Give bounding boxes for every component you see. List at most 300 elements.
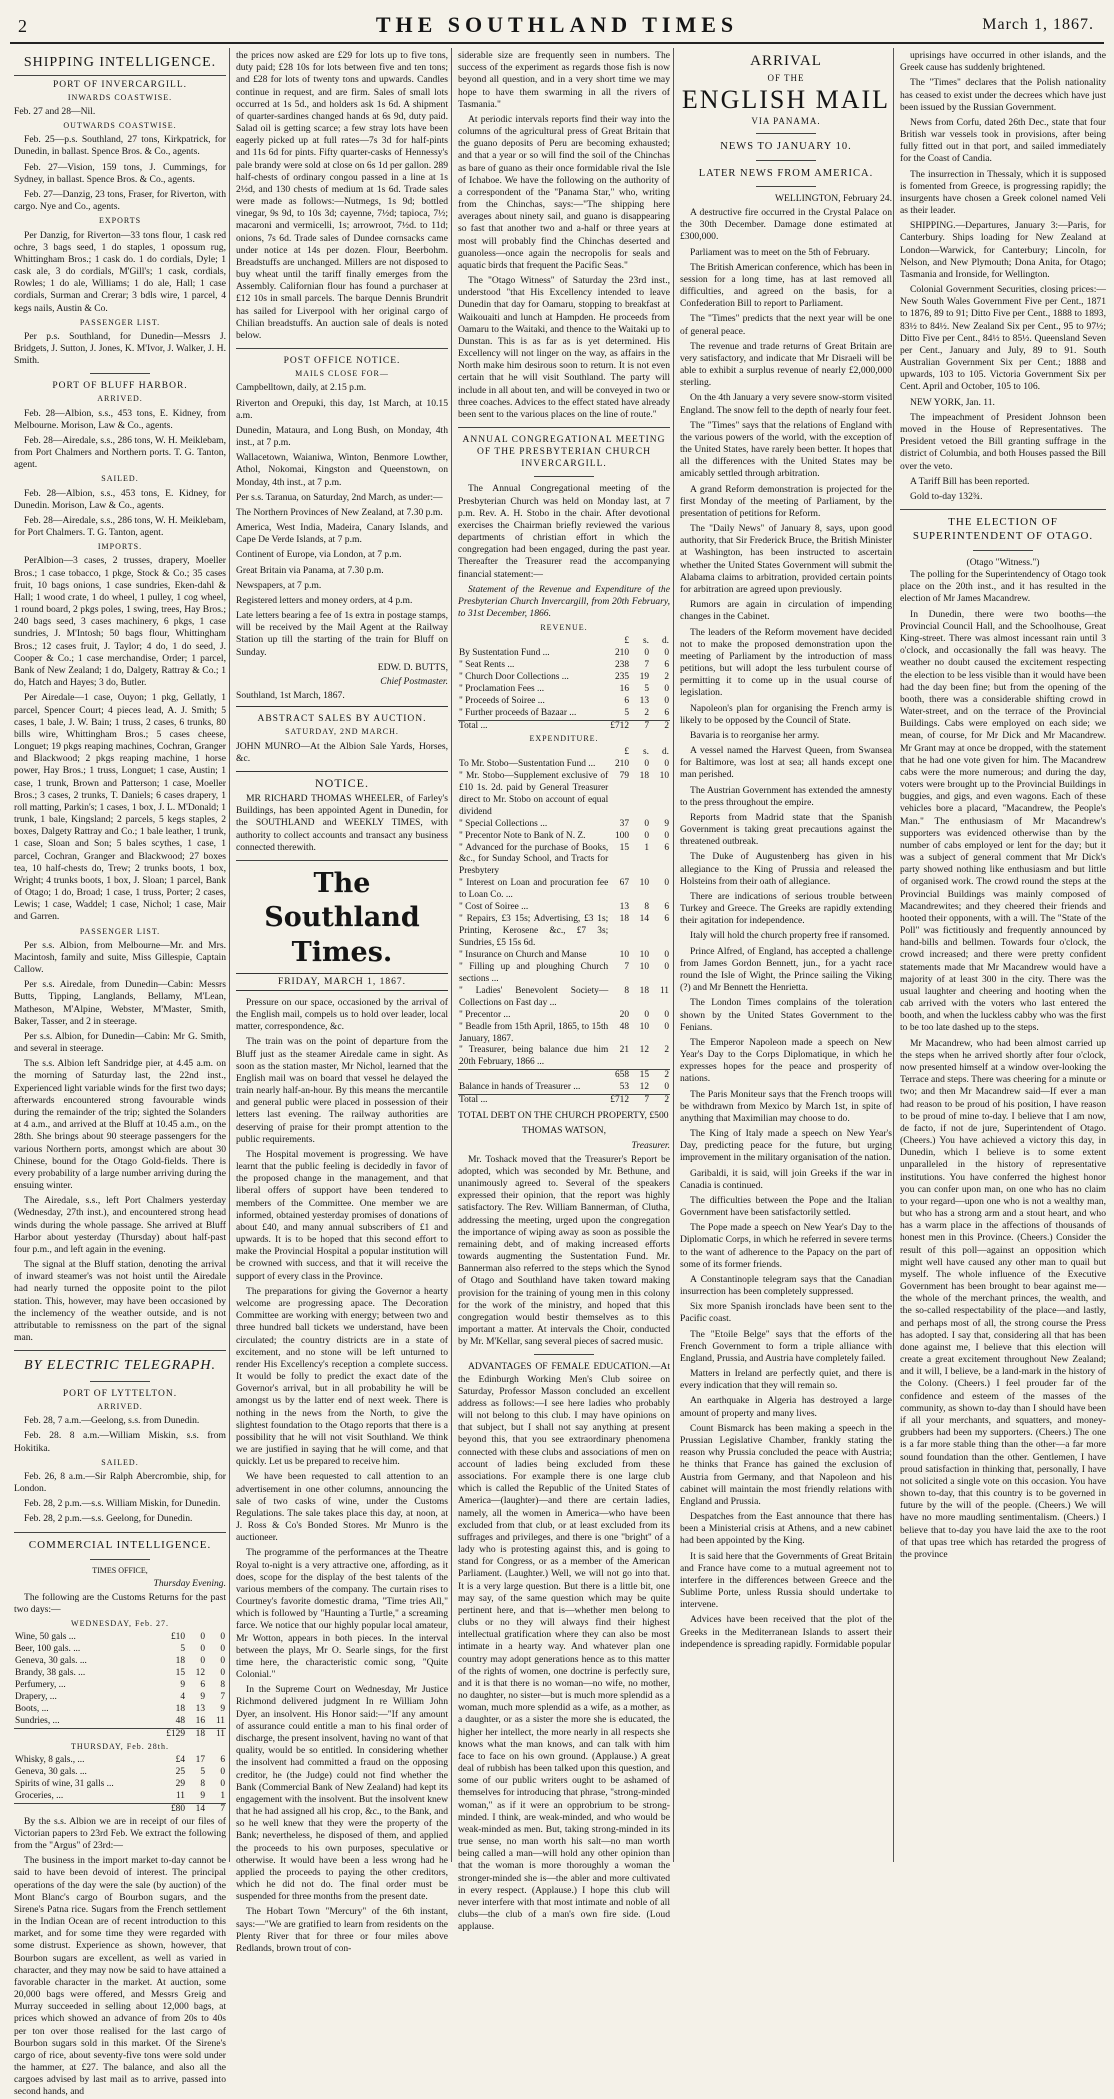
- table-cell: By Sustentation Fund ...: [459, 648, 550, 659]
- news-paragraph: The Duke of Augustenberg has given in his allegiance to the King of Prussia and released the Holsteins from their oath of allegiance.: [680, 851, 892, 887]
- table-cell: 9: [200, 1790, 205, 1801]
- revenue-row: [458, 648, 670, 660]
- subheading: PASSENGER LIST.: [79, 926, 161, 936]
- statement-title: Statement of the Revenue and Expenditure of the Presbyterian Church Invercargill, from 20th February, to 31st December, 1866.: [458, 583, 670, 620]
- expenditure-row: [458, 831, 670, 843]
- table-cell: 20: [619, 1009, 629, 1020]
- news-paragraph: SHIPPING.—Departures, January 3:—Paris, for Canterbury. Ships loading for New Zealand at London—Warwick, for Canterbury; Lincoln, for Nelson, and New Plymouth; Dona Anita, for Otago; Tasmania and Ironside, for Wellington.: [900, 220, 1106, 280]
- table-cell: 8: [624, 985, 629, 996]
- shipping-entry: Per s.s. Albion, from Melbourne—Mr. and Mrs. Macintosh, family and suite, Miss Gillespie, Captain Callow.: [14, 939, 226, 976]
- news-paragraph: Advices have been received that the plot of the Greeks in the Mediterranean Islands to assert their independence is spreading rapidly. Formidable popular: [680, 1614, 892, 1650]
- table-cell: 6: [664, 902, 669, 913]
- table-cell: Perfumery, ...: [15, 1680, 66, 1691]
- expenditure-row: [458, 1082, 670, 1094]
- news-items: [680, 207, 892, 1651]
- arrival-heading: ARRIVAL: [750, 53, 822, 69]
- table-cell: £4: [175, 1755, 185, 1765]
- expenditure-row: [458, 902, 670, 914]
- table-cell: 53: [619, 1082, 629, 1093]
- newspaper-masthead: The Southland Times.: [264, 867, 420, 968]
- table-cell: 0: [664, 696, 669, 707]
- shipping-entry: Feb. 28, 2 p.m.—s.s. Geelong, for Dunedin.: [24, 1513, 193, 1525]
- table-cell: 658: [609, 1070, 630, 1082]
- table-cell: 0: [664, 1082, 669, 1093]
- mail-entry: Late letters bearing a fee of 1s extra in postage stamps, will be received by the Mail Agent at the Railway Station up till the starting of the train for Bluff on Sunday.: [236, 610, 448, 658]
- table-cell: 210: [614, 648, 629, 659]
- table-cell: 67: [619, 878, 629, 889]
- table-cell: To Mr. Stobo—Sustentation Fund ...: [459, 758, 596, 769]
- expenditure-row: [458, 914, 670, 950]
- table-cell: " Insurance on Church and Manse: [459, 949, 587, 960]
- table-cell: " Church Door Collections ...: [459, 672, 569, 683]
- page-header: [10, 8, 1104, 44]
- table-cell: " Mr. Stobo—Supplement exclusive of £10 1s. 2d. paid by General Treasurer direct to Mr. Stobo on account of equal dividend: [459, 770, 609, 817]
- table-cell: 0: [644, 818, 649, 829]
- shipping-entry: PerAlbion—3 cases, 2 trusses, drapery, Moeller Bros.; 1 case tobacco, 1 pkge, Stock & Co.; 35 cases fruit, 10 bags onions, 1 case sundries, Eken-dahl & Hall; 1 wood crate, 1 do wheel, 1 pulley, 1 cog wheel, 1 round board, 2 pkgs poles, 1 swing, trees, Hay Bros.; 240 bags seed, 3 cases machinery, 6 pkgs, 1 case sundries, J. M'Intosh; 50 bags flour, Whittingham Bros.; 12 cases fruit, J. Taylor; 4 do, 1 do seed, J. Cooper & Co.; 1 case merchandise, Order; 1 parcel, Bank of New Zealand; 1 do, Dalgety, Rattray & Co.; 1 do, Hatch and Hayes; 3 do, Butler.: [14, 555, 226, 689]
- column-election: [900, 50, 1106, 1862]
- shipping-entry: Per s.s. Airedale, from Dunedin—Cabin: Messrs Butts, Tipping, Langlands, Bellamy, M'Lean, Matheson, M'Alpine, Webster, M'Master, Smith, Baker, Tasser, and 2 in steerage.: [14, 979, 226, 1027]
- article-heading: ANNUAL CONGREGATIONAL MEETING OF THE PRESBYTERIAN CHURCH INVERCARGILL.: [462, 435, 666, 470]
- table-cell: 18: [175, 1656, 185, 1667]
- table-cell: 18: [175, 1704, 185, 1715]
- table-cell: 8: [220, 1680, 225, 1691]
- table-cell: 11: [659, 985, 669, 996]
- news-paragraph: The s.s. Albion left Sandridge pier, at 4.45 a.m. on the morning of Saturday last, the 22nd inst., Experienced light variable winds for the first two days; afterwards encountered strong favourable winds during the remainder of the trip; sighted the Solanders at 4 a.m., and arrived at the Bluff at 10.45 a.m., on the 28th. She brings about 90 steerage passengers for the various Northern ports, amongst which are about 30 Chinese, bound for the Otago Gold-fields. There is every probability of a large number arriving during the ensuing winter.: [14, 1058, 226, 1192]
- table-cell: 0: [220, 1644, 225, 1655]
- table-cell: 5: [180, 1644, 185, 1655]
- table-cell: 4: [180, 1692, 185, 1703]
- divider: [236, 348, 448, 349]
- table-cell: Spirits of wine, 31 galls ...: [15, 1778, 114, 1789]
- table-cell: 2: [644, 708, 649, 719]
- news-paragraph: Reports from Madrid state that the Spanish Government is taking great precautions against the threatened outbreak.: [680, 811, 892, 848]
- expenditure-row: [458, 819, 670, 831]
- table-cell: 48: [619, 1021, 629, 1032]
- table-cell: 18: [639, 985, 649, 996]
- news-paragraph: Pressure on our space, occasioned by the arrival of the English mail, compels us to hold over leader, local matter, correspondence, &c.: [236, 996, 448, 1033]
- table-cell: Brandy, 38 gals. ...: [15, 1668, 86, 1679]
- shipping-entry: Feb. 27—Vision, 159 tons, J. Cummings, for Sydney, in ballast. Spence Bros. & Co., agents.: [14, 161, 226, 185]
- divider: [90, 373, 150, 374]
- table-cell: 6: [664, 660, 669, 671]
- divider: [14, 1350, 226, 1351]
- news-paragraph: By the s.s. Albion we are in receipt of our files of Victorian papers to 23rd Feb. We extract the following from the "Argus" of 23rd:—: [14, 1815, 226, 1852]
- table-cell: 15: [175, 1668, 185, 1679]
- table-cell: 10: [639, 961, 649, 972]
- mail-entry: Continent of Europe, via London, at 7 p.m.: [236, 549, 402, 561]
- table-cell: 2: [664, 672, 669, 683]
- table-cell: 10: [659, 770, 669, 781]
- table-cell: 17: [195, 1755, 205, 1765]
- news-paragraph: A vessel named the Harvest Queen, from Swansea for Baltimore, was lost at sea; all hands except one man perished.: [680, 745, 892, 781]
- news-paragraph: The business in the import market to-day cannot be said to have been devoid of interest. The principal operations of the day were the sale (by auction) of the Mont Blanc's cargo of Bourbon sugars, and the Sirene's Patna rice. Sugars from the French settlement in the Indian Ocean are of recent introduction to this market, and for some time they were regarded with some distrust. Experience as shown, however, that Bourbon sugars are excellent, as well as varied in character, and they may now be said to have attained a favorable character in the market. At auction, some 20,000 bags were offered, and Messrs Greig and Murray succeeded in selling about 12,000 bags, at prices which showed an advance of from 20s to 40s per ton over those realised for the last cargo of Bourbon sugars sold in this market. Of the Sirene's cargo of rice, about seventy-five tons were sold under the hammer, at £27. The balance, and also all the cargoes advised by last mail as to arrive, passed into second hands, and: [14, 1855, 226, 2098]
- table-cell: 6: [664, 708, 669, 719]
- news-paragraph: The "Times" predicts that the next year will be one of general peace.: [680, 313, 892, 337]
- english-mail-heading: ENGLISH MAIL: [681, 85, 891, 115]
- table-cell: 0: [644, 758, 649, 769]
- table-cell: 0: [664, 1021, 669, 1032]
- mail-entry: Dunedin, Mataura, and Long Bush, on Monday, 4th inst., at 7 p.m.: [236, 424, 448, 449]
- table-cell: 235: [614, 672, 629, 683]
- notice-heading: ABSTRACT SALES BY AUCTION.: [257, 714, 427, 725]
- table-cell: 13: [639, 696, 649, 707]
- news-paragraph: The signal at the Bluff station, denoting the arrival of inward steamer's was not hoist until the Airedale had nearly turned the opposite point to the pilot station. This, however, may have been occasioned by the inclemency of the weather outside, and is not attributable to remissness on the part of the signal man.: [14, 1259, 226, 1344]
- subheading: THURSDAY, Feb. 28th.: [70, 1741, 169, 1751]
- customs-row: [14, 1791, 226, 1803]
- table-cell: " Further proceeds of Bazaar ...: [459, 708, 577, 719]
- table-cell: Boots, ...: [15, 1704, 49, 1715]
- revenue-row: [458, 684, 670, 696]
- table-cell: 0: [644, 830, 649, 841]
- table-cell: 5: [624, 708, 629, 719]
- customs-row: [14, 1632, 226, 1644]
- mail-schedule: [236, 382, 448, 658]
- shipping-entry: Feb. 28—Airedale, s.s., 286 tons, W. H. Meiklebam, from Port Chalmers and Northern ports. T. G. Tanton, agent.: [14, 434, 226, 471]
- divider: [90, 1559, 150, 1560]
- leader-dateline: FRIDAY, MARCH 1, 1867.: [236, 973, 448, 991]
- table-cell: 0: [664, 684, 669, 695]
- news-paragraph: The Paris Moniteur says that the French troops will be withdrawn from Mexico by March 1st, in spite of anything that Maximilian may choose to do.: [680, 1088, 892, 1124]
- table-cell: 14: [186, 1803, 206, 1815]
- table-cell: 1: [644, 842, 649, 853]
- table-cell: 7: [206, 1803, 226, 1815]
- table-cell: 10: [639, 1021, 649, 1032]
- column-commerce-leader: [236, 50, 448, 1954]
- divider: [756, 186, 816, 187]
- table-cell: [458, 1070, 609, 1082]
- column-rule: [673, 48, 674, 1862]
- news-paragraph: NEW YORK, Jan. 11.: [910, 396, 995, 408]
- subheading: IMPORTS.: [97, 542, 143, 552]
- subheading: SAILED.: [101, 1457, 139, 1467]
- table-cell: 0: [200, 1656, 205, 1667]
- divider: [458, 427, 670, 428]
- shipping-entry: Feb. 28, 2 p.m.—s.s. William Miskin, for Dunedin.: [24, 1498, 221, 1510]
- news-paragraph: The insurrection in Thessaly, which it is supposed is fomented from Greece, is progressing rapidly; the insurgents have chosen a Greek colonel named Veli as their leader.: [900, 168, 1106, 217]
- divider: [973, 550, 1033, 551]
- expenditure-row: [458, 771, 670, 819]
- table-cell: 14: [639, 914, 649, 925]
- table-cell: 12: [195, 1668, 205, 1679]
- mail-entry: Great Britain via Panama, at 7.30 p.m.: [236, 564, 384, 576]
- news-paragraph: A destructive fire occurred in the Crystal Palace on the 30th December. Damage done estimated at £300,000.: [680, 207, 892, 243]
- dateline: WELLINGTON, February 24.: [774, 192, 892, 204]
- table-cell: 16: [195, 1715, 205, 1726]
- customs-row: [14, 1803, 226, 1815]
- notice-date: Southland, 1st March, 1867.: [236, 690, 345, 702]
- signer: EDW. D. BUTTS,: [377, 661, 448, 673]
- table-cell: £712: [610, 720, 629, 731]
- table-cell: 21: [619, 1045, 629, 1056]
- table-cell: 12: [639, 1045, 649, 1056]
- table-cell: 9: [180, 1680, 185, 1691]
- mail-entry: America, West India, Madeira, Canary Islands, and Cape De Verde Islands, at 7 p.m.: [236, 522, 448, 546]
- customs-row: [14, 1656, 226, 1668]
- customs-row: [14, 1704, 226, 1716]
- shipping-entry: Feb. 28—Albion, s.s., 453 tons, E. Kidney, from Melbourne. Morison, Law & Co., agents.: [14, 407, 226, 431]
- signer: THOMAS WATSON,: [521, 1125, 607, 1137]
- notice-body: MR RICHARD THOMAS WHEELER, of Farley's Buildings, has been appointed Agent in Dunedin, for the SOUTHLAND and WEEKLY TIMES, with authority to collect accounts and transact any business connected therewith.: [236, 793, 448, 853]
- news-paragraph: The preparations for giving the Governor a hearty welcome are progressing apace. The Decoration Committee are working with energy; between two and three hundred ball tickets we understand, have been circulated; the country districts are in a state of excitement, and no stone will be left unturned to render His Excellency's reception a complete success. It would be folly to predict the exact date of the Governor's arrival, but in all probability he will be amongst us by the latter end of next week. There is nothing in the news from the North, to give the slightest foundation to the Otago reports that there is a possibility that he will not visit Southland. We think we are justified in saying that he will come, and that quickly. Let us be prepared to receive him.: [236, 1285, 448, 1468]
- revenue-table: [458, 636, 670, 733]
- table-cell: 7: [644, 660, 649, 671]
- table-cell: 7: [630, 1095, 650, 1107]
- table-cell: 2: [650, 1095, 670, 1107]
- table-cell: 7: [220, 1692, 225, 1703]
- table-cell: 9: [220, 1704, 225, 1715]
- table-cell: 0: [220, 1668, 225, 1679]
- mail-entry: Riverton and Orepuki, this day, 1st March, at 10.15 a.m.: [236, 397, 448, 421]
- table-cell: 11: [215, 1715, 225, 1726]
- table-cell: 0: [664, 1009, 669, 1020]
- expenditure-row: [458, 962, 670, 986]
- table-cell: 0: [664, 949, 669, 960]
- mail-entry: Registered letters and money orders, at 4 p.m.: [236, 594, 413, 606]
- news-paragraph: the prices now asked are £29 for lots up to five tons, duty paid; £28 10s for lots between five and ten tons; and £28 for lots of twenty tons and upwards. Candles continue in request, and are firm. Sales of small lots occurred at 1s 5d., and holders ask 1s 6d. A shipment of quarter-sardines changed hands at 6s 9d, duty paid. Salad oil is getting scarce; a few stray lots have been eagerly picked up at full rates—7s 3d for half-pints and 11s 6d for pints. Fifty quarter-casks of Hennessy's pale brandy were sold at close on 6s 1d per gallon. 289 half-chests of ordinary congou passed in a line at 1s 2½d, and 130 chests of medium at 1s 6d. Trade sales were made as follows:—Nutmegs, 1s 9d; bottled vinegar, 9s 9d, to 10s 3d; cayenne, 7½d; tapioca, 7½; macaroni and vermicelli, 1s; arrowroot, 7½d. to 11d; onions, 7s 6d. Trade sales of Dundee cornsacks came under notice at 14s per dozen. Flour, Beerbohm. Breadstuffs are unchanged. Millers are not disposed to buy wheat until the tariff finally emerges from the Assembly. Californian flour has found a purchaser at £12 10s in small parcels. The barque Dennis Brundrit has sailed for Liverpool with her original cargo of Chilian breadstuffs. An auction sale of deals is noted below.: [236, 50, 448, 341]
- table-cell: 7: [624, 961, 629, 972]
- shipping-entry: Per Airedale—1 case, Ouyon; 1 pkg, Gellatly, 1 parcel, Spencer Court; 4 pieces lead, A. J. Smith; 5 cases, 1 bale, J. W. Bain; 1 truss, 2 cases, 6 trunks, 80 bills wire, Whittingham Bros.; 5 cases cheese, Longuet; 19 pkgs reaping machines, Cochran, Granger and Blackwood; 2 pkgs reaping machine, 1 horse power, Hay Bros.; 1 truss, Longuet; 1 case, Austin; 1 case, 1 trunk, Brown and Patterson; 1 case, Moeller Bros.; 3 cases, 2 trunks, T. Daniels; 6 cases drapery, 1 roll matting, Parkin's; 1 cases, 1 box, J. L. M'Donald; 1 trunk, 1 bale, Kingsland; 2 parcels, 5 kegs staples, 2 boxes, Dalgety Rattray and Co.; 1 bale leather, 1 trunk, 1 case, Sloan and Son; 5 bales scythes, 1 case, 1 parcel, Cochran, Granger and Blackwood; 27 boxes tea, 10 half-chests do, Trew; 2 trunks boots, 1 box, Wright; 4 trunks boots, 1 box, J. Sloan; 1 parcel, Bank of Otago; 1 do, Broad; 1 case, 1 truss, Porter; 2 cases, Lewis; 1 case, Waddel; 1 case, Nichol; 1 case, Mair and Garren.: [14, 692, 226, 923]
- table-cell: " Special Collections ...: [459, 818, 548, 829]
- table-cell: s.: [643, 747, 649, 758]
- table-cell: Whisky, 8 gals., ...: [15, 1755, 85, 1765]
- table-cell: " Cost of Soiree ...: [459, 902, 529, 913]
- table-cell: 37: [619, 818, 629, 829]
- table-cell: [14, 1728, 165, 1740]
- expenditure-row: [458, 1022, 670, 1046]
- divider: [756, 133, 816, 134]
- table-cell: [14, 1803, 166, 1815]
- table-cell: " Advanced for the purchase of Books, &c., for Sunday School, and Tracts for Presbytery: [459, 842, 609, 877]
- table-cell: 0: [664, 758, 669, 769]
- table-cell: 0: [644, 648, 649, 659]
- news-items: [900, 50, 1106, 503]
- mail-entry: Wallacetown, Waianiwa, Winton, Benmore Lowther, Athol, Nokomai, Kingston and Queenstown, on Monday, 4th inst., at 7 p.m.: [236, 452, 448, 488]
- news-paragraph: The "Daily News" of January 8, says, upon good authority, that Sir Frederick Bruce, the British Minister at Washington, has been instructed to ascertain whether the United States Government will submit the Alabama claims to arbitration, provided certain points for arbitration are agreed upon previously.: [680, 523, 892, 595]
- news-paragraph: There are indications of serious trouble between Turkey and Greece. The Greeks are rapidly extending their agitation for independence.: [680, 890, 892, 927]
- table-cell: 2: [664, 1045, 669, 1056]
- subheading: REVENUE.: [540, 623, 588, 633]
- signer-title: Treasurer.: [631, 1139, 670, 1151]
- news-paragraph: A Tariff Bill has been reported.: [910, 475, 1030, 487]
- revenue-row: [458, 636, 670, 648]
- revenue-row: [458, 660, 670, 672]
- port-heading: PORT OF BLUFF HARBOR.: [52, 381, 188, 392]
- mail-entry: Campbelltown, daily, at 2.15 p.m.: [236, 382, 367, 394]
- notice-heading: NOTICE.: [315, 775, 369, 790]
- news-paragraph: Colonial Government Securities, closing prices:—New South Wales Government Five per Cent., 1871 to 1876, 89 to 91; Ditto Five per Cent., 1888 to 1893, 83½ to 84½. New Zealand Six per Cent., 95 to 97½; Ditto Five per Cent., 84½ to 85½. Queensland Seven per Cent., January and July, 89 to 91. South Australian Government Six per Cent.; 1888 and upwards, 103 to 105. Victoria Government Six per Cent. April and October, 105 to 106.: [900, 284, 1106, 393]
- subheading: SATURDAY, 2ND MARCH.: [285, 727, 399, 737]
- mail-entry: Per s.s. Taranua, on Saturday, 2nd March, as under:—: [236, 491, 443, 503]
- section-heading: BY ELECTRIC TELEGRAPH.: [24, 1358, 216, 1374]
- news-paragraph: The revenue and trade returns of Great Britain are very satisfactory, and indicate that Mr Disraeli will be able to exhibit a surplus revenue of nearly £2,000,000 sterling.: [680, 340, 892, 389]
- news-to-heading: NEWS TO JANUARY 10.: [720, 141, 852, 153]
- table-cell: Beer, 100 gals. ...: [15, 1644, 81, 1655]
- table-cell: " Repairs, £3 15s; Advertising, £3 1s; Printing, Kerosene &c., £7 3s; Sundries, £5 15s 6d.: [459, 914, 609, 949]
- table-cell: 12: [639, 1082, 649, 1093]
- expenditure-row: [458, 950, 670, 962]
- expenditure-row: [458, 843, 670, 879]
- issue-date: March 1, 1867.: [982, 16, 1094, 33]
- table-cell: £10: [170, 1632, 185, 1643]
- news-paragraph: On the 4th January a very severe snow-storm visited England. The snow fell to the depth of nearly four feet.: [680, 392, 892, 416]
- news-paragraph: The leaders of the Reform movement have decided not to make the proposed demonstration upon the meeting of Parliament by the introduction of mass petitions, but will adopt the less turbulent course of permitting it to come up in the usual course of legislation.: [680, 626, 892, 699]
- article-source: (Otago "Witness."): [966, 556, 1040, 568]
- table-cell: 9: [664, 818, 669, 829]
- table-cell: 79: [619, 770, 629, 781]
- news-paragraph: The programme of the performances at the Theatre Royal to-night is a very attractive one, affording, as it does, scope for the display of the best talents of the various members of the company. The curtain rises to Courtney's favorite domestic drama, "Time tries All," which is followed by "Haunting a Turtle," a screaming farce. We notice that our highly popular local amateur, Mr Wotton, appears in both pieces. In the interval between the plays, Mr O. Searle sings, for the first time here, the characteristic comic song, "Quite Colonial.": [236, 1547, 448, 1681]
- table-cell: Geneva, 30 gals. ...: [15, 1656, 87, 1667]
- table-cell: 1: [220, 1790, 225, 1801]
- divider: [756, 160, 816, 161]
- revenue-row: [458, 708, 670, 720]
- customs-row: [14, 1644, 226, 1656]
- expenditure-row: [458, 1070, 670, 1082]
- news-paragraph: Mr. Toshack moved that the Treasurer's Report be adopted, which was seconded by Mr. Bethune, and unanimously agreed to. Several of the speakers expressed their opinion, that the report was highly satisfactory. The Rev. William Bannerman, of Clutha, addressing the meeting, urged upon the congregation the importance of wiping away as soon as possible the remaining debt, and of making increased efforts towards augmenting the Sustentation Fund. Mr. Bannerman also referred to the steps which the Synod of Otago and Southland have taken toward making provision for the training of young men in this colony for the work of the ministry, and hoped that this congregation would bestir themselves as to this important a matter. At intervals the Choir, conducted by Mr. M'Kellar, sang several pieces of sacred music.: [458, 1153, 670, 1348]
- table-cell: 6: [664, 842, 669, 853]
- section-heading: COMMERCIAL INTELLIGENCE.: [28, 1538, 212, 1551]
- table-cell: 29: [175, 1778, 185, 1789]
- subheading: ARRIVED.: [97, 394, 143, 404]
- table-cell: 10: [639, 949, 649, 960]
- column-rule: [893, 48, 894, 1862]
- news-paragraph: Parliament was to meet on the 5th of February.: [690, 246, 870, 258]
- news-paragraph: The Hospital movement is progressing. We have learnt that the public feeling is decidedly in favor of the proposed change in the management, and that liberal offers of support have been tendered to members of the Committee. One member we are informed, obtained yesterday promises of donations of about £40, and many annual subscribers of £1 and upwards. It is to be hoped that this second effort to make the Provincial Hospital a popular institution will be crowned with success, and that it will receive the support of every class in the Province.: [236, 1148, 448, 1282]
- shipping-entry: Per Danzig, for Riverton—33 tons flour, 1 cask red ochre, 3 bags seed, 1 do staples, 1 opossum rug, Whittingham Bros.; 1 cask do. 1 do cordials, Dyle; 1 cask ale, 3 do cordials, M'Gill's; 1 cask, cordials, Rowles; 1 do ale, Williams; 1 do ale, Hall; 1 case cordials, Surman and Crerar; 3 bdls wire, 1 parcel, 4 kegs nails, Austin & Co.: [14, 229, 226, 314]
- news-paragraph: Prince Alfred, of England, has accepted a challenge from James Gordon Bennett, jun., for a yacht race round the Isle of Wight, the Prince sailing the Viking (?) and Mr Bennett the Henrietta.: [680, 945, 892, 994]
- table-cell: d.: [661, 636, 669, 647]
- table-cell: 15: [619, 842, 629, 853]
- page-number: 2: [18, 16, 27, 36]
- table-cell: 0: [220, 1656, 225, 1667]
- news-paragraph: Napoleon's plan for organising the French army is likely to be opposed by the Council of State.: [680, 702, 892, 726]
- port-heading: PORT OF INVERCARGILL.: [53, 79, 187, 90]
- news-paragraph: The "Times" declares that the Polish nationality has ceased to exist under the decrees which have just been issued by the Russian Government.: [900, 77, 1106, 113]
- subheading: PASSENGER LIST.: [79, 317, 161, 327]
- news-paragraph: We have been requested to call attention to an advertisement in one other columns, announcing the sale of two casks of wine, under the Customs Regulations. The sale takes place this day, at noon, at J. Ross & Co's Bonded Stores. Mr Munro is the auctioneer.: [236, 1471, 448, 1544]
- debt-line: TOTAL DEBT ON THE CHURCH PROPERTY, £500: [458, 1110, 669, 1122]
- table-cell: 0: [200, 1644, 205, 1655]
- table-cell: 10: [639, 878, 649, 889]
- news-paragraph: The impeachment of President Johnson been moved in the House of Representatives. The President vetoed the Bill granting suffrage in the district of Columbia, and both Houses passed the Bill over the veto.: [900, 411, 1106, 472]
- news-paragraph: Count Bismarck has been making a speech in the Prussian Legislative Chamber, frankly stating the reason why Prussia concluded the peace with Austria; he thinks that France has gained the exclusion of Austria from Germany, and that Napoleon and his cabinet will maintain the most friendly relations with England and Prussia.: [680, 1422, 892, 1507]
- table-cell: Drapery, ...: [15, 1692, 57, 1703]
- column-english-mail: [680, 50, 892, 1862]
- mail-entry: The Northern Provinces of New Zealand, at 7.30 p.m.: [236, 506, 443, 518]
- column-church-meeting: [458, 50, 670, 1933]
- table-cell: 11: [175, 1790, 185, 1801]
- subheading: WEDNESDAY, Feb. 27.: [71, 1619, 169, 1629]
- table-cell: " Seat Rents ...: [459, 660, 515, 671]
- news-paragraph: The Airedale, s.s., left Port Chalmers yesterday (Wednesday, 27th inst.), and encountered strong head winds during the whole passage. She arrived at Bluff Harbor about yesterday (Thursday) about half-past four p.m., and left again in the evening.: [14, 1195, 226, 1255]
- news-paragraph: Bavaria is to reorganise her army.: [690, 729, 820, 741]
- table-cell: 0: [664, 878, 669, 889]
- table-cell: 11: [206, 1728, 226, 1740]
- table-cell: " Proclamation Fees ...: [459, 684, 545, 695]
- news-paragraph: siderable size are frequently seen in numbers. The success of the experiment as regards those fish is now beyond all question, and in a very short time we may hope to have them swarming in all the rivers of Tasmania.": [458, 50, 670, 110]
- subheading: INWARDS COASTWISE.: [67, 92, 173, 102]
- table-cell: 13: [195, 1704, 205, 1715]
- news-paragraph: The Austrian Government has extended the amnesty to the press throughout the empire.: [680, 784, 892, 808]
- section-heading: SHIPPING INTELLIGENCE.: [14, 54, 226, 76]
- news-paragraph: The following are the Customs Returns for the past two days:—: [14, 1591, 226, 1616]
- table-cell: 9: [200, 1692, 205, 1703]
- table-cell: Sundries, ...: [15, 1715, 60, 1726]
- news-paragraph: At periodic intervals reports find their way into the columns of the agricultural press of Great Britain that the guano deposits of Peru are becoming exhausted; and that a year or so will find the soil of the Chinchas as bare of guano as their once formidable rival the Isle of Ichaboe. We have the following on the authority of a correspondent of the "Panama Star," who, writing from the Chinchas, says:—"The shipping here averages about ninety sail, and guano is disappearing so fast that another two and a-half or three years at most will probably find the Chinchas deserted and guanoless—once again the necropolis for seals and aquatic birds that frequent the Pacific Seas.": [458, 113, 670, 271]
- news-paragraph: The Pope made a speech on New Year's Day to the Diplomatic Corps, in which he referred in severe terms to the want of adherence to the Papacy on the part of some of its former friends.: [680, 1222, 892, 1270]
- news-paragraph: The London Times complains of the toleration shown by the United States Government to the Fenians.: [680, 997, 892, 1033]
- expenditure-row: [458, 878, 670, 902]
- table-cell: " Filling up and ploughing Church sections ...: [459, 961, 609, 984]
- table-cell: 6: [220, 1755, 225, 1765]
- table-cell: 8: [200, 1778, 205, 1789]
- column-rule: [451, 48, 452, 1862]
- revenue-row: [458, 720, 670, 732]
- auction-entry: JOHN MUNRO—At the Albion Sale Yards, Horses, &c.: [236, 740, 448, 764]
- table-cell: 0: [200, 1632, 205, 1643]
- divider: [900, 509, 1106, 510]
- divider: [236, 860, 448, 861]
- subheading: ARRIVED.: [97, 1402, 143, 1412]
- shipping-entry: Feb. 28—Airedale, s.s., 286 tons, W. H. Meiklebam, for Port Chalmers. T. G. Tanton, agent.: [14, 514, 226, 539]
- news-paragraph: News from Corfu, dated 26th Dec., state that four British war vessels took in provisions, after being fully fitted out in that port, and sailed immediately for the Coast of Candia.: [900, 116, 1106, 165]
- customs-row: [14, 1728, 226, 1740]
- news-paragraph: The Emperor Napoleon made a speech on New Year's Day to the Corps Diplomatique, in which he expresses hopes for the peace and prosperity of nations.: [680, 1036, 892, 1085]
- table-cell: Groceries, ...: [15, 1790, 64, 1801]
- table-cell: £80: [166, 1803, 186, 1815]
- news-paragraph: The "Times" says that the relations of England with the various powers of the world, with the exception of the United States, have rarely been better. It hopes that all the differences with the United States may be amicably settled through arbitration.: [680, 419, 892, 480]
- news-paragraph: The King of Italy made a speech on New Year's Day, predicting peace for the future, but urging improvement in the military organisation of the nation.: [680, 1128, 892, 1164]
- shipping-entry: Feb. 27—Danzig, 23 tons, Fraser, for Riverton, with cargo. Nye and Co., agents.: [14, 189, 226, 213]
- news-paragraph: The polling for the Superintendency of Otago took place on the 20th inst., and it has resulted in the election of Mr James Macandrew.: [900, 569, 1106, 605]
- table-cell: 210: [614, 758, 629, 769]
- news-paragraph: Matters in Ireland are perfectly quiet, and there is every indication that they will remain so.: [680, 1368, 892, 1392]
- subheading: EXPENDITURE.: [529, 733, 599, 743]
- column-rule: [229, 48, 230, 1862]
- divider: [534, 476, 594, 477]
- table-cell: 5: [200, 1766, 205, 1777]
- table-cell: £712: [610, 1095, 629, 1106]
- table-cell: " Ladies' Benevolent Society—Collections on Fast day ...: [459, 985, 609, 1008]
- expenditure-table: [458, 747, 670, 1107]
- table-cell: 6: [664, 914, 669, 925]
- table-cell: 18: [619, 914, 629, 925]
- port-heading: PORT OF LYTTELTON.: [62, 1389, 178, 1400]
- table-cell: £: [624, 636, 629, 647]
- table-cell: 2: [650, 720, 670, 732]
- table-cell: 6: [200, 1680, 205, 1691]
- table-cell: 8: [644, 902, 649, 913]
- table-cell: " Precentor Note to Bank of N. Z.: [459, 830, 586, 841]
- table-cell: Wine, 50 gals ...: [15, 1632, 76, 1643]
- table-cell: 16: [619, 684, 629, 695]
- office-line: TIMES OFFICE,: [92, 1565, 148, 1575]
- news-paragraph: Despatches from the East announce that there has been a Ministerial crisis at Athens, and a new cabinet had been appointed by the King.: [680, 1511, 892, 1547]
- news-paragraph: The British American conference, which has been in session for a long time, has at last removed all difficulties, and agreed on the basis, for a Confederation Bill to report to Parliament.: [680, 261, 892, 310]
- table-cell: " Treasurer, being balance due him 20th February, 1866 ...: [459, 1045, 609, 1068]
- customs-row: [14, 1755, 226, 1767]
- of-the-line: OF THE: [767, 73, 805, 84]
- subheading: EXPORTS: [98, 216, 142, 226]
- shipping-entry: Feb. 27 and 28—Nil.: [14, 105, 96, 117]
- table-cell: 0: [220, 1766, 225, 1777]
- customs-table: [14, 1632, 226, 1740]
- expenditure-row: [458, 1010, 670, 1022]
- table-cell: 25: [175, 1766, 185, 1777]
- news-paragraph: Italy will hold the church property free if ransomed.: [690, 930, 890, 942]
- expenditure-row: [458, 986, 670, 1010]
- news-paragraph: uprisings have occurred in other islands, and the Greek cause has suddenly brightened.: [900, 50, 1106, 74]
- table-cell: 13: [619, 902, 629, 913]
